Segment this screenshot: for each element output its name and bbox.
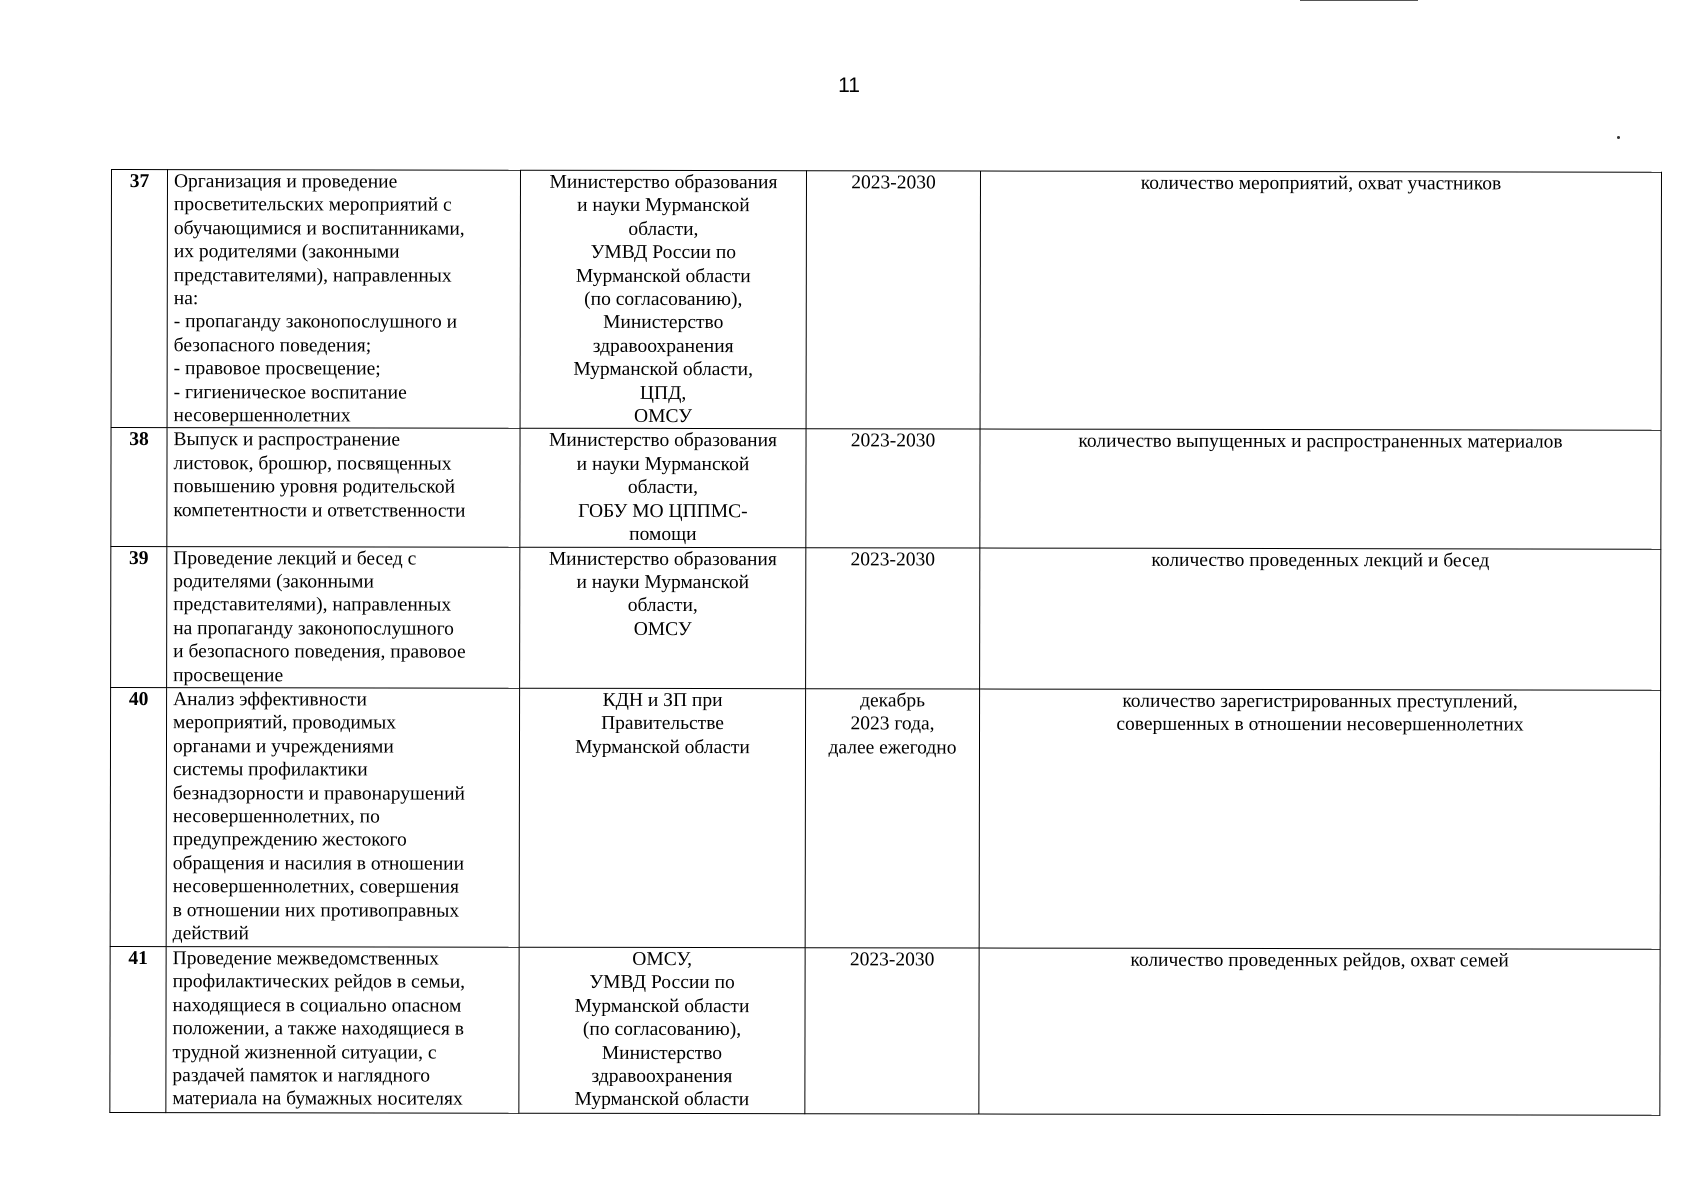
row-number: 39 [111,546,167,688]
table-row [111,546,1661,690]
row-number: 38 [111,428,167,546]
activity-cell: Организация и проведение просветительских мероприятий с обучающимися и воспитанниками, их родителями (законными представителями), направленных на: - пропаганду законопослушного и безопасного поведения; - правовое просвещение; - гигиеническое воспитание несовершеннолетних [167,170,520,429]
table-row [111,428,1661,549]
scan-top-line [1300,0,1418,1]
table-row [111,170,1661,431]
page-number: 11 [838,74,860,97]
activity-cell: Анализ эффективности мероприятий, проводимых органами и учреждениями системы профилактики безнадзорности и правонарушений несовершеннолетних, по предупреждению жестокого обращения и насилия в отношении несовершеннолетних, совершения в отношении них противоправных действий [166,688,519,948]
term-cell: 2023-2030 [806,429,980,547]
executors-cell: ОМСУ, УМВД России по Мурманской области (по согласованию), Министерство здравоохранения Мурманской области [519,947,805,1113]
term-cell: 2023-2030 [806,547,980,689]
executors-cell: Министерство образования и науки Мурманской области, УМВД России по Мурманской области (по согласованию), Министерство здравоохранения Мурманской области, ЦПД, ОМСУ [520,170,806,429]
term-cell: 2023-2030 [806,171,980,430]
executors-cell: Министерство образования и науки Мурманской области, ГОБУ МО ЦППМС- помощи [520,429,806,548]
indicator-cell: количество проведенных лекций и бесед [980,548,1661,691]
indicator-cell: количество мероприятий, охват участников [980,171,1661,431]
row-number: 37 [111,170,167,429]
term-cell: декабрь 2023 года, далее ежегодно [805,689,979,948]
row-number: 41 [110,946,166,1112]
activity-cell: Проведение лекций и бесед с родителями (законными представителями), направленных на пропаганду законопослушного и безопасного поведения, правовое просвещение [167,546,520,688]
activity-cell: Выпуск и распространение листовок, брошюр, посвященных повышению уровня родительской компетентности и ответственности [167,428,520,547]
scan-dot [1617,136,1620,139]
activity-cell: Проведение межведомственных профилактических рейдов в семьи, находящиеся в социально опасном положении, а также находящиеся в трудной жизненной ситуации, с раздачей памяток и наглядного материала на бумажных носителях [166,947,519,1114]
table-row [110,687,1660,949]
indicator-cell: количество проведенных рейдов, охват семей [979,948,1660,1115]
indicator-cell: количество выпущенных и распространенных материалов [980,429,1661,548]
measures-table [109,169,1662,1116]
term-cell: 2023-2030 [805,948,979,1114]
executors-cell: Министерство образования и науки Мурманской области, ОМСУ [520,547,806,689]
executors-cell: КДН и ЗП при Правительстве Мурманской области [519,688,805,947]
table-row [110,946,1660,1115]
row-number: 40 [110,687,166,946]
indicator-cell: количество зарегистрированных преступлений, совершенных в отношении несовершеннолетних [979,689,1660,949]
